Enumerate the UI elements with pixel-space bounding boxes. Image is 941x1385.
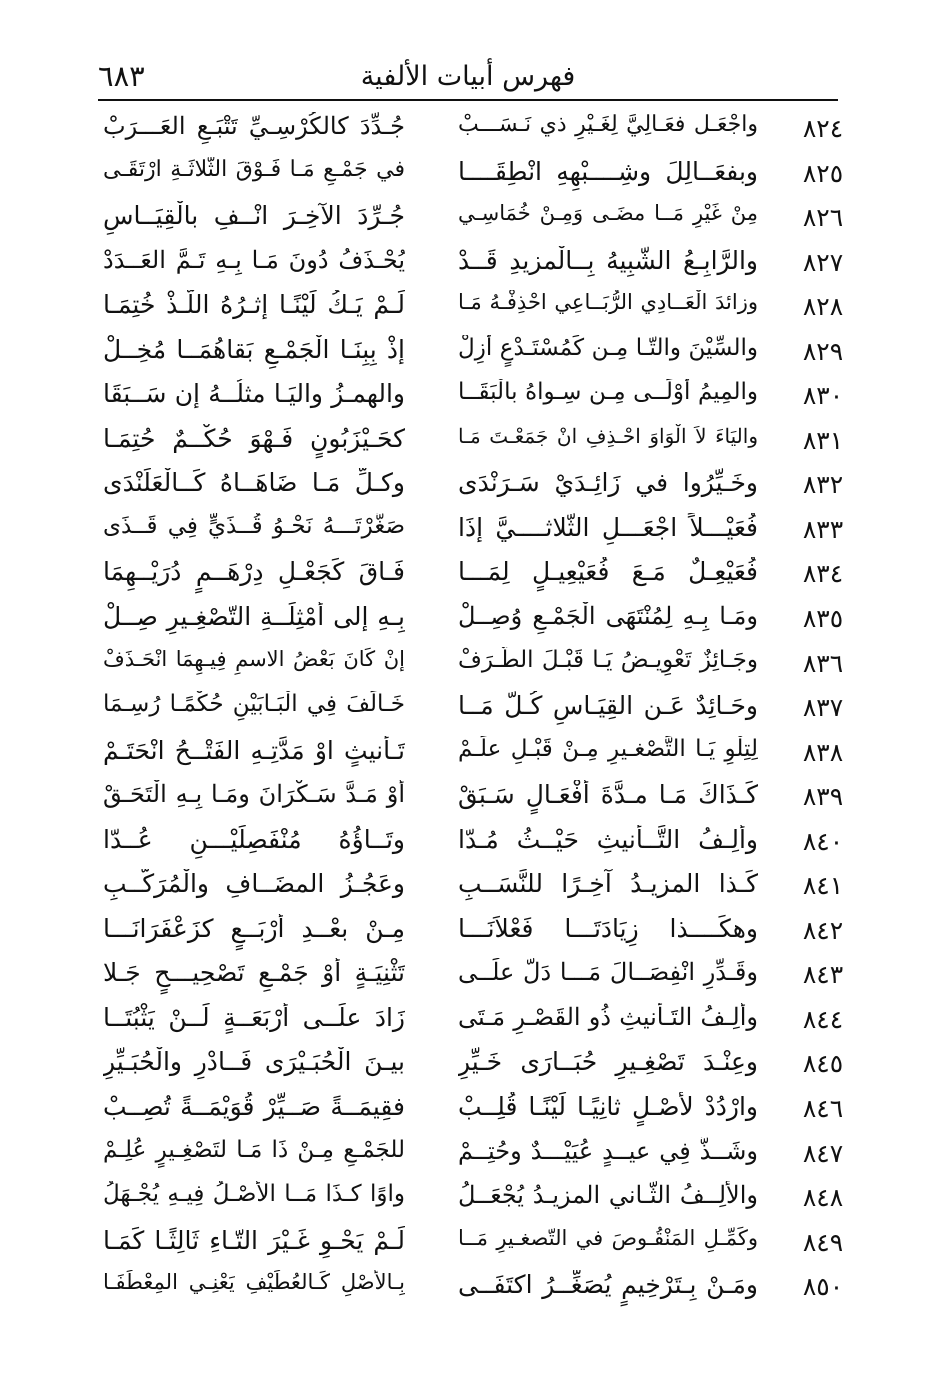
verse-second-hemistich: جُـدِّدَ كالكُرْسِـيِّ تَتْبَـعِ العَـــرَبْ (103, 112, 405, 140)
verse-second-hemistich: تَثْنِيَـةٍ أوْ جَمْـعِ تَصْحِيـــحٍ جَـلا (103, 958, 405, 988)
verse-first-hemistich: وبفعَــالِلَ وشِــــبْهِهِ انْطِقَــــا (458, 156, 758, 186)
verse-row (0, 600, 941, 645)
verse-row (0, 555, 941, 600)
verse-row (0, 1135, 941, 1180)
verse-number: ٨٤٠ (802, 826, 844, 856)
verse-first-hemistich: ومَـا بِـهِ لِمُنْتَهَى الْجَمْـعِ وُصِــلْ (458, 602, 758, 631)
verse-second-hemistich: وعَجُـزُ المضَــافِ والْمُرَكَّــبِ (103, 869, 405, 899)
verse-number: ٨٤١ (802, 871, 844, 901)
verse-second-hemistich: صَغَّرْتَـــهُ نَحْـوُ قُــذَيٍّ فِي قَــذَى (103, 512, 405, 539)
verse-number: ٨٣٣ (802, 514, 844, 544)
verse-number: ٨٣٢ (802, 470, 844, 500)
verse-number: ٨٢٨ (802, 292, 844, 322)
verse-first-hemistich: وخَـيِّرُوا في زَائِـدَيْ سَـرَنْدَى (458, 468, 758, 498)
verse-row (0, 778, 941, 823)
verse-row (0, 1090, 941, 1135)
verse-number: ٨٤٥ (802, 1049, 844, 1079)
verse-second-hemistich: واوًا كـذَا مَــا الأَصْـلُ فِيـهِ يُجْـهَلُ (103, 1181, 405, 1208)
verse-first-hemistich: واليَاءَ لاَ الْوَاوَ احْـذِفِ انْ جَمَعْـتَ مَـا (458, 423, 758, 448)
verse-first-hemistich: وهكَــــذا زِيَادَتَـــا فَعْلاَنَـــا (458, 913, 758, 943)
verse-row (0, 244, 941, 289)
verse-number: ٨٣٦ (802, 648, 844, 678)
verse-second-hemistich: لَـمْ يَحْـوِ غَـيْرَ التّـاءِ ثَالِثًـا كَمَـا (103, 1225, 405, 1255)
verse-second-hemistich: زَادَ علَــى أرْبَعَــةٍ لَــنْ يَثْبُتَــا (103, 1002, 405, 1032)
verse-second-hemistich: لَـمْ يَـكُ لَيْنًـا إثـرُهُ اللَّـذْ خُتِمَـا (103, 290, 405, 320)
verse-number: ٨٤٨ (802, 1183, 844, 1213)
verse-number: ٨٤٩ (802, 1227, 844, 1257)
verse-row (0, 823, 941, 868)
verse-row (0, 511, 941, 556)
page-header (98, 55, 838, 99)
verse-first-hemistich: وحَـائِدٌ عَـن القِيَـاسِ كُـلُّ مَــا (458, 691, 758, 721)
verse-row (0, 155, 941, 200)
verse-second-hemistich: فقِيمَــةً صَــيِّرْ قُوَيْمَــةً تُصِــبْ (103, 1092, 405, 1122)
verse-number: ٨٣٤ (802, 559, 844, 589)
verse-first-hemistich: وجَـائِزٌ تَعْوِيـضُ يَـا قَبْـلَ الطّـرَفْ (458, 646, 758, 673)
running-title: فهرس أبيات الألفية (360, 61, 576, 92)
verse-first-hemistich: لِتِلْوِ يَـا التَّصْغـيرِ مِـنْ قَبْـلِ علَـمْ (458, 735, 758, 762)
verse-first-hemistich: وقَـدِّرِ انْفِصَــالَ مَـــا دَلَّ علَــى (458, 958, 758, 987)
verse-row (0, 734, 941, 779)
verse-second-hemistich: بِـالأَصْلِ كَـالعُطَيْفِ يَعْنِـي المِعْطَفَـا (103, 1270, 405, 1295)
verse-second-hemistich: وكـلِّ مَـا ضَاهَــاهُ كَــالْعَلَنْدَى (103, 468, 405, 498)
verse-first-hemistich: كَـذَاكَ مَـا مـدَّةَ أَفْعَـالٍ سَـبَقْ (458, 780, 758, 810)
verse-row (0, 1224, 941, 1269)
verse-row (0, 288, 941, 333)
verse-row (0, 110, 941, 155)
verse-first-hemistich: وأَلِـفُ التَـأنيثِ ذُو القَصْـرِ مَـتَى (458, 1002, 758, 1031)
verse-number: ٨٢٤ (802, 114, 844, 143)
verse-first-hemistich: وكَمِّـلِ المَنْقُـوصَ في التّصغـيرِ مَــا (458, 1225, 758, 1250)
verse-second-hemistich: كحَـيْزَبُونٍ فَـهْوَ حُكْــمٌ حُتِمَـا (103, 423, 405, 453)
verse-second-hemistich: بيـنَ الْحُبَـيْرَى فَــادْرِ والْحُبَـيِّرِ (103, 1047, 405, 1077)
verse-first-hemistich: وشَــذَّ فِي عيــدٍ عُيَيْـــدٌ وحُتِــمْ (458, 1136, 758, 1165)
verse-row (0, 199, 941, 244)
verse-first-hemistich: ومَـنْ بِـتَرْخِيمٍ يُصَغِّــرُ اكتَفَــى (458, 1270, 758, 1300)
verse-second-hemistich: بِـهِ إلى أمْثِلَــةِ التّصْغِـيرِ صِــلْ (103, 602, 405, 632)
verse-number: ٨٤٧ (802, 1138, 844, 1168)
verse-number: ٨٣٥ (802, 604, 844, 634)
verse-row (0, 377, 941, 422)
verse-first-hemistich: والسِّيْنَ والتّـا مِـن كَمُسْتَـدْعٍ أَزِلْ (458, 334, 758, 361)
verse-second-hemistich: تَـأنيثٍ اوْ مَدَّتِـهِ الفَتْــحُ انْحَتَـمْ (103, 735, 405, 765)
verse-row (0, 1001, 941, 1046)
verse-number: ٨٢٩ (802, 336, 844, 366)
verse-row (0, 867, 941, 912)
verse-second-hemistich: إنْ كَانَ بَعْضُ الاسمِ فِيـهِمَا انْحَـذَفْ (103, 646, 405, 671)
verse-list (0, 110, 941, 1313)
verse-first-hemistich: وأَلِـفُ التَّــأنيثِ حَيْــثُ مُـدّا (458, 824, 758, 854)
verse-second-hemistich: فَـاقَ كَجَعْـلِ دِرْهَــمٍ دُرَيْــهِمَا (103, 557, 405, 587)
verse-number: ٨٣٩ (802, 782, 844, 812)
verse-second-hemistich: أوْ مَـدَّ سَـكْرَانَ ومَـا بِـهِ الْتَحَـقْ (103, 780, 405, 809)
verse-number: ٨٤٣ (802, 960, 844, 990)
verse-row (0, 1268, 941, 1313)
verse-number: ٨٣٠ (802, 381, 844, 411)
verse-second-hemistich: خَـالَفَ فِي الْبَـابَيْنِ حُكْمًـا رُسِـمَا (103, 691, 405, 718)
verse-number: ٨٢٥ (802, 158, 844, 188)
verse-second-hemistich: يُحْـذَفُ دُونَ مَـا بِـهِ تَـمَّ العَــدَدْ (103, 245, 405, 274)
verse-number: ٨٢٧ (802, 247, 844, 277)
verse-row (0, 956, 941, 1001)
verse-second-hemistich: إذْ بِبِنَـا الْجَمْـعِ بَقاهُمَــا مُخِــلْ (103, 334, 405, 364)
verse-first-hemistich: وارْدُدْ لأَصْـلٍ ثانِيًـا لَيْنًـا قُلِــبْ (458, 1092, 758, 1122)
verse-row (0, 422, 941, 467)
verse-number: ٨٤٤ (802, 1004, 844, 1034)
verse-second-hemistich: في جَمْـعِ مَـا فَـوْقَ الثّلاثَـةِ ارْتَقَـى (103, 156, 405, 182)
page-number: ٦٨٣ (98, 59, 145, 93)
verse-number: ٨٢٦ (802, 203, 844, 233)
verse-number: ٨٣٨ (802, 737, 844, 767)
verse-first-hemistich: واجْعَـل فعَـالِيَّ لِغَـيْرِ ذي نَـسَـــبْ (458, 112, 758, 137)
verse-first-hemistich: مِنْ غَيْرِ مَــا مضَـى وَمِـنْ خُمَاسِـي (458, 201, 758, 226)
verse-first-hemistich: كَـذا المزيـدُ آخِـرًا للنَّسَــبِ (458, 869, 758, 899)
verse-second-hemistich: مِـنْ بعْــدِ أَرْبَــعٍ كزَعْفَرَانَـــا (103, 913, 405, 943)
verse-row (0, 1179, 941, 1224)
verse-row (0, 645, 941, 690)
verse-row (0, 1045, 941, 1090)
verse-second-hemistich: جُـرِّدَ الآخِـرَ انْــفِ بالْقِيَــاسِ (103, 201, 405, 231)
verse-first-hemistich: والرَّابِـعُ الشّبِيهُ بِــالْمزيدِ قَــدْ (458, 245, 758, 275)
verse-first-hemistich: والأَلِــفُ الثّـاني المزيـدُ يُجْعَــلُ (458, 1181, 758, 1210)
verse-first-hemistich: وزائدَ الْعَــادِي الرُّبَــاعِي احْذِفْـهُ مَـا (458, 290, 758, 315)
verse-number: ٨٥٠ (802, 1272, 844, 1302)
verse-first-hemistich: والمِيمُ أَوْلَــى مِـن سِـواهُ بالْبَقَــا (458, 379, 758, 406)
verse-first-hemistich: فُعَيْـــلاً اجْعَـــلِ الثُّلاثــــيَّ إذَا (458, 512, 758, 542)
verse-number: ٨٣١ (802, 425, 844, 455)
verse-row (0, 466, 941, 511)
verse-row (0, 333, 941, 378)
verse-number: ٨٤٦ (802, 1094, 844, 1124)
verse-number: ٨٣٧ (802, 693, 844, 723)
verse-row (0, 912, 941, 957)
verse-second-hemistich: والهمـزُ واليَـا مثلُــهُ إن سَــبَقَا (103, 379, 405, 409)
verse-row (0, 689, 941, 734)
header-divider (98, 99, 838, 101)
verse-second-hemistich: وتَــاؤُهُ مُنْفَصِلَيْـــنِ عُــدّا (103, 824, 405, 854)
verse-first-hemistich: فُعَيْعِـلٌ مَـعَ فُعَيْعِيـلٍ لِمَـــا (458, 557, 758, 587)
verse-first-hemistich: وعِنْـدَ تَصْغِـيرِ حُبَــارَى خَـيِّرِ (458, 1047, 758, 1077)
verse-number: ٨٤٢ (802, 915, 844, 945)
verse-second-hemistich: للجَمْـعِ مِـنْ ذَا مَـا لتَصْغِـيرٍ عُلِـمْ (103, 1136, 405, 1163)
